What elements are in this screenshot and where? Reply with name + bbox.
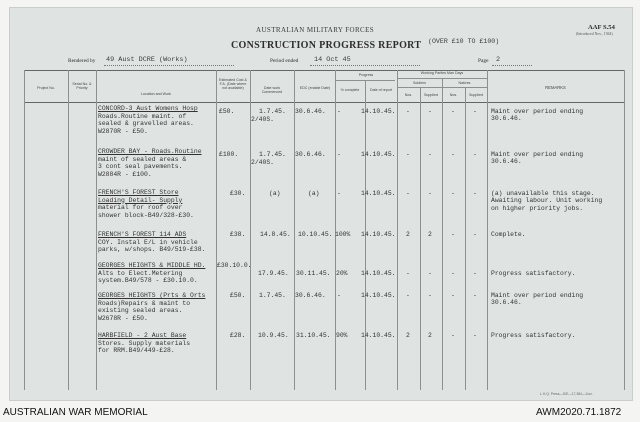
- soldiers-supplied: -: [428, 190, 432, 197]
- rendered-by-label: Rendered by: [68, 58, 96, 64]
- estimated-fa: 2/40S.: [251, 116, 275, 123]
- estimated-cost: £50.: [219, 108, 235, 115]
- remarks: Maint over period ending 30.6.46.: [491, 151, 584, 166]
- edc-date: 10.10.45.: [298, 231, 333, 238]
- soldiers-nos: -: [406, 151, 410, 158]
- remarks: (a) unavailable this stage. Awaiting labour. Unit working on higher priority jobs.: [491, 190, 603, 212]
- pct-complete: -: [337, 151, 341, 158]
- table-header-bottom-rule: [24, 102, 624, 103]
- pct-complete: 100%: [335, 231, 351, 238]
- date-commenced: 1.7.45.: [259, 108, 286, 115]
- page-value: 2: [496, 56, 501, 64]
- soldiers-supplied: -: [428, 108, 432, 115]
- estimated-cost: £30.10.0.: [217, 262, 252, 269]
- soldiers-nos: -: [406, 270, 410, 277]
- table-row: HARBFIELD - 2 Aust Base Stores. Supply materials for RRM.B49/449-£28.: [98, 332, 191, 355]
- natives-nos: -: [451, 151, 455, 158]
- date-of-report: 14.10.45.: [361, 270, 396, 277]
- estimated-cost: £100.: [219, 151, 239, 158]
- report-title: CONSTRUCTION PROGRESS REPORT: [231, 40, 422, 51]
- period-rule: [310, 65, 420, 66]
- table-row: FRENCH'S FOREST 114 ADS COY. Instal E/L in vehicle parks, w/shops. B49/519-£38.: [98, 231, 206, 254]
- col-header-natives-nos: Nos.: [449, 93, 458, 97]
- date-of-report: 14.10.45.: [361, 231, 396, 238]
- caption-left: AUSTRALIAN WAR MEMORIAL: [3, 407, 148, 418]
- natives-nos: -: [451, 332, 455, 339]
- caption-right: AWM2020.71.1872: [536, 407, 622, 418]
- natives-supplied: -: [473, 190, 477, 197]
- date-of-report: 14.10.45.: [361, 292, 396, 299]
- pct-complete: 90%: [336, 332, 348, 339]
- col-header-edc: EDC (enable Date): [299, 86, 331, 90]
- edc-date: 30.6.46.: [295, 292, 326, 299]
- soldiers-supplied: 2: [428, 332, 432, 339]
- col-header-working-parties: Working Parties Man Days: [420, 71, 464, 75]
- edc-date: (a): [308, 190, 320, 197]
- natives-nos: -: [451, 270, 455, 277]
- col-border: [487, 70, 488, 390]
- col-header-estimated: Estimated Cost & F.A. (Date where not available): [219, 78, 247, 91]
- page-rule: [492, 65, 532, 66]
- edc-date: 31.10.45.: [296, 332, 331, 339]
- pct-complete: -: [337, 292, 341, 299]
- natives-supplied: -: [473, 270, 477, 277]
- caption-bar: [0, 404, 640, 422]
- col-header-serial: Serial No. & Priority: [72, 82, 92, 91]
- col-border: [68, 70, 69, 390]
- natives-supplied: -: [473, 292, 477, 299]
- estimated-fa: 2/40S.: [251, 159, 275, 166]
- date-commenced: (a): [269, 190, 281, 197]
- date-commenced: 17.9.45.: [258, 270, 289, 277]
- soldiers-supplied: -: [428, 151, 432, 158]
- natives-nos: -: [451, 108, 455, 115]
- remarks: Progress satisfactory.: [491, 332, 576, 339]
- date-of-report: 14.10.45.: [361, 190, 396, 197]
- col-header-project-no: Project No.: [37, 86, 55, 90]
- col-header-location: Location and Work: [141, 92, 171, 96]
- pct-complete: -: [337, 108, 341, 115]
- rendered-by-value: 49 Aust DCRE (Works): [106, 56, 188, 64]
- soldiers-nos: -: [406, 292, 410, 299]
- col-border: [294, 70, 295, 390]
- date-of-report: 14.10.45.: [361, 108, 396, 115]
- form-code: AAF S.54: [588, 24, 615, 31]
- natives-supplied: -: [473, 231, 477, 238]
- col-border: [397, 70, 398, 390]
- org-heading: AUSTRALIAN MILITARY FORCES: [256, 26, 375, 34]
- col-border: [96, 70, 97, 390]
- col-header-soldiers-nos: Nos.: [404, 93, 413, 97]
- col-header-date-commenced: Date work Commenced: [261, 86, 283, 95]
- document-sheet: [10, 8, 632, 400]
- col-header-pct-complete: % complete: [340, 88, 360, 92]
- form-note: (Introduced Nov., 1944): [576, 32, 613, 36]
- edc-date: 30.6.46.: [295, 151, 326, 158]
- report-subtitle: (OVER £10 TO £100): [428, 38, 500, 45]
- date-commenced: 1.7.45.: [259, 151, 286, 158]
- remarks: Complete.: [491, 231, 526, 238]
- table-row: CONCORD-3 Aust Womens Hosp Roads.Routine maint. of sealed & gravelled areas. W2870R - £50.: [98, 105, 198, 135]
- soldiers-nos: -: [406, 190, 410, 197]
- col-border: [420, 87, 421, 390]
- soldiers-supplied: 2: [428, 231, 432, 238]
- pct-complete: -: [337, 190, 341, 197]
- date-of-report: 14.10.45.: [361, 332, 396, 339]
- col-header-natives: Natives: [458, 81, 471, 85]
- date-commenced: 10.9.45.: [258, 332, 289, 339]
- col-header-date-of-report: Date of report: [370, 88, 392, 92]
- pct-complete: 20%: [336, 270, 348, 277]
- remarks: Maint over period ending 30.6.46.: [491, 292, 584, 307]
- natives-nos: -: [451, 292, 455, 299]
- page-label: Page: [478, 58, 489, 64]
- col-header-progress: Progress: [358, 73, 374, 77]
- col-header-soldiers: Soldiers: [413, 81, 426, 85]
- natives-supplied: -: [473, 108, 477, 115]
- table-top-rule: [24, 70, 624, 71]
- date-of-report: 14.10.45.: [361, 151, 396, 158]
- natives-supplied: -: [473, 332, 477, 339]
- period-value: 14 Oct 45: [314, 56, 351, 64]
- soldiers-nos: 2: [406, 332, 410, 339]
- edc-date: 30.6.46.: [295, 108, 326, 115]
- natives-nos: -: [451, 231, 455, 238]
- period-label: Period ended: [270, 58, 299, 64]
- rendered-by-rule: [104, 65, 234, 66]
- col-border: [442, 78, 443, 390]
- col-header-natives-supplied: Supplied: [469, 93, 483, 97]
- col-border: [624, 70, 625, 390]
- table-row: GEORGES HEIGHTS (Prts & Orts Roads)Repairs & maint to existing sealed areas. W2678R - £50.: [98, 292, 206, 322]
- edc-date: 30.11.45.: [296, 270, 331, 277]
- estimated-cost: £30.: [230, 190, 246, 197]
- col-border: [335, 70, 336, 390]
- estimated-cost: £50.: [230, 292, 246, 299]
- col-border: [24, 70, 25, 390]
- soldiers-nos: 2: [406, 231, 410, 238]
- table-row: FRENCH'S FOREST Store Loading Detail- Supply material for roof over shower block-B49/328-£30.: [98, 189, 194, 219]
- col-header-remarks: REMARKS: [545, 85, 566, 90]
- date-commenced: 14.8.45.: [260, 231, 291, 238]
- soldiers-supplied: -: [428, 292, 432, 299]
- estimated-cost: £38.: [230, 231, 246, 238]
- estimated-cost: £28.: [230, 332, 246, 339]
- soldiers-supplied: -: [428, 270, 432, 277]
- date-commenced: 1.7.45.: [259, 292, 286, 299]
- col-border: [216, 70, 217, 390]
- remarks: Progress satisfactory.: [491, 270, 576, 277]
- printer-note: L.H.Q. Press—S/E—17,384—1/oz.: [540, 392, 593, 396]
- remarks: Maint over period ending 30.6.46.: [491, 108, 584, 123]
- soldiers-nos: -: [406, 108, 410, 115]
- table-row: GEORGES HEIGHTS & MIDDLE HD. Alts to Elect.Metering system.B49/578 - £30.10.0.: [98, 262, 206, 285]
- col-border: [465, 87, 466, 390]
- natives-supplied: -: [473, 151, 477, 158]
- natives-nos: -: [451, 190, 455, 197]
- table-row: CROWDER BAY - Roads.Routine maint of sealed areas & 3 cont seal pavements. W2884R - £100.: [98, 148, 202, 178]
- col-header-soldiers-supplied: Supplied: [424, 93, 438, 97]
